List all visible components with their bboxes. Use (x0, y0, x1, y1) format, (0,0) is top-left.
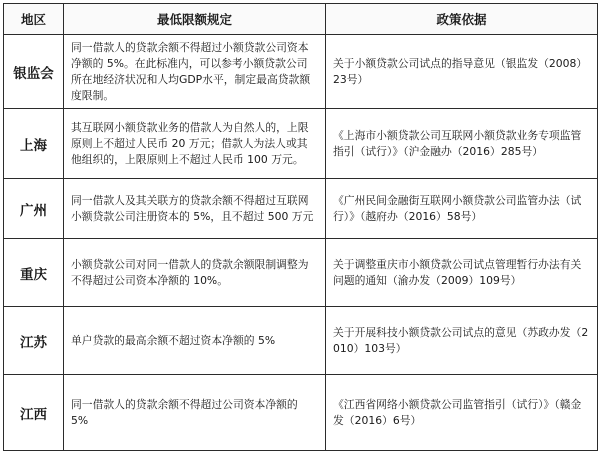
policy-table-container (3, 3, 597, 449)
region-cell: 银监会 (4, 35, 64, 109)
table-row (4, 239, 598, 307)
table-row (4, 375, 598, 451)
header-rule: 最低限额规定 (64, 4, 326, 35)
basis-cell: 关于小额贷款公司试点的指导意见（银监发（2008）23号） (326, 35, 598, 109)
basis-cell: 关于调整重庆市小额贷款公司试点管理暂行办法有关问题的通知（渝办发（2009）109号） (326, 239, 598, 307)
table-row (4, 35, 598, 109)
table-row (4, 109, 598, 179)
basis-cell: 《广州民间金融街互联网小额贷款公司监管办法（试行）》（越府办（2016）58号） (326, 179, 598, 239)
rule-cell: 同一借款人的贷款余额不得超过公司资本净额的 5% (64, 375, 326, 451)
header-region: 地区 (4, 4, 64, 35)
region-cell: 江西 (4, 375, 64, 451)
rule-cell: 其互联网小额贷款业务的借款人为自然人的，上限原则上不超过人民币 20 万元；借款人为法人或其他组织的，上限原则上不超过人民币 100 万元。 (64, 109, 326, 179)
rule-cell: 单户贷款的最高余额不超过资本净额的 5% (64, 307, 326, 375)
loan-limit-policy-table (3, 3, 598, 451)
region-cell: 上海 (4, 109, 64, 179)
region-cell: 江苏 (4, 307, 64, 375)
basis-cell: 关于开展科技小额贷款公司试点的意见（苏政办发（2010）103号） (326, 307, 598, 375)
rule-cell: 同一借款人及其关联方的贷款余额不得超过互联网小额贷款公司注册资本的 5%，且不超过 500 万元 (64, 179, 326, 239)
table-row (4, 179, 598, 239)
table-header-row (4, 4, 598, 35)
table-row (4, 307, 598, 375)
basis-cell: 《上海市小额贷款公司互联网小额贷款业务专项监管指引（试行）》（沪金融办（2016）285号） (326, 109, 598, 179)
region-cell: 广州 (4, 179, 64, 239)
header-basis: 政策依据 (326, 4, 598, 35)
region-cell: 重庆 (4, 239, 64, 307)
basis-cell: 《江西省网络小额贷款公司监管指引（试行）》（赣金发（2016）6号） (326, 375, 598, 451)
rule-cell: 小额贷款公司对同一借款人的贷款余额限制调整为不得超过公司资本净额的 10%。 (64, 239, 326, 307)
rule-cell: 同一借款人的贷款余额不得超过小额贷款公司资本净额的 5%。在此标准内，可以参考小额贷款公司所在地经济状况和人均GDP水平，制定最高贷款额度限制。 (64, 35, 326, 109)
